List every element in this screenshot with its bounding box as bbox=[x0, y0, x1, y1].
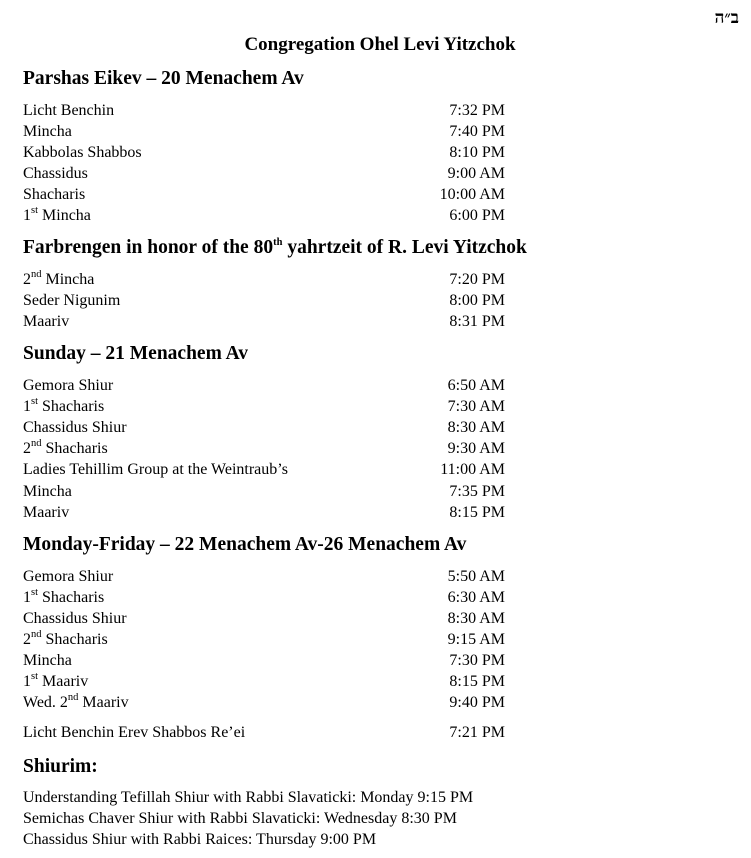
schedule-row bbox=[23, 502, 505, 523]
ordinal-num: 1 bbox=[23, 207, 31, 224]
schedule-row bbox=[23, 587, 505, 608]
row-label: Mincha bbox=[23, 652, 72, 669]
ordinal-suffix: nd bbox=[67, 691, 79, 703]
row-label: Chassidus Shiur bbox=[23, 610, 127, 627]
schedule-row bbox=[23, 566, 505, 587]
row-time: 7:20 PM bbox=[449, 271, 505, 288]
schedule-row bbox=[23, 438, 505, 459]
row-label: Chassidus Shiur bbox=[23, 419, 127, 436]
row-time: 8:00 PM bbox=[449, 292, 505, 309]
row-time: 6:00 PM bbox=[449, 207, 505, 224]
row-time: 7:30 PM bbox=[449, 652, 505, 669]
bh-header: ב״ה bbox=[714, 8, 739, 27]
row-label-text: Shacharis bbox=[38, 589, 105, 606]
row-time: 7:21 PM bbox=[449, 724, 505, 741]
row-label: Mincha bbox=[23, 123, 72, 140]
schedule-row bbox=[23, 692, 505, 713]
schedule-row bbox=[23, 269, 505, 290]
ordinal-suffix: st bbox=[31, 395, 39, 407]
row-time: 11:00 AM bbox=[440, 461, 505, 478]
row-label bbox=[23, 269, 94, 290]
row-time: 8:31 PM bbox=[449, 313, 505, 330]
row-time: 8:30 AM bbox=[447, 610, 505, 627]
ordinal-suffix: nd bbox=[31, 628, 42, 640]
shiur-line: Chassidus Shiur with Rabbi Raices: Thursday 9:00 PM bbox=[23, 831, 377, 848]
row-label: Gemora Shiur bbox=[23, 377, 114, 394]
row-label bbox=[23, 692, 129, 713]
row-label bbox=[23, 438, 108, 459]
row-label-text: Mincha bbox=[41, 271, 95, 288]
ordinal-suffix: th bbox=[273, 236, 283, 248]
row-time: 8:15 PM bbox=[449, 673, 505, 690]
schedule-row bbox=[23, 121, 505, 142]
row-time: 10:00 AM bbox=[439, 186, 505, 203]
section-heading-weekday: Monday-Friday – 22 Menachem Av-26 Menachem Av bbox=[23, 534, 467, 555]
row-label: Licht Benchin bbox=[23, 102, 115, 119]
row-label bbox=[23, 587, 104, 608]
row-time: 7:32 PM bbox=[449, 102, 505, 119]
row-label: Shacharis bbox=[23, 186, 86, 203]
schedule-row bbox=[23, 608, 505, 629]
shiur-line: Understanding Tefillah Shiur with Rabbi Slavaticki: Monday 9:15 PM bbox=[23, 789, 474, 806]
schedule-row bbox=[23, 417, 505, 438]
row-time: 8:30 AM bbox=[447, 419, 505, 436]
shiur-line: Semichas Chaver Shiur with Rabbi Slavaticki: Wednesday 8:30 PM bbox=[23, 810, 457, 827]
row-label: Licht Benchin Erev Shabbos Re’ei bbox=[23, 724, 246, 741]
ordinal-suffix: st bbox=[31, 204, 39, 216]
row-time: 5:50 AM bbox=[447, 568, 505, 585]
row-time: 6:50 AM bbox=[447, 377, 505, 394]
row-label-text: Shacharis bbox=[41, 631, 108, 648]
ordinal-suffix: st bbox=[31, 586, 39, 598]
schedule-row-licht-benchin bbox=[23, 722, 505, 743]
ordinal-num: Wed. 2 bbox=[23, 694, 68, 711]
schedule-row bbox=[23, 205, 505, 226]
congregation-title: Congregation Ohel Levi Yitzchok bbox=[244, 34, 516, 55]
schedule-row bbox=[23, 142, 505, 163]
row-time: 9:40 PM bbox=[449, 694, 505, 711]
heading-pre: Farbrengen in honor of the 80 bbox=[23, 237, 274, 258]
schedule-row bbox=[23, 629, 505, 650]
row-label-text: Maariv bbox=[78, 694, 129, 711]
schedule-row bbox=[23, 459, 505, 480]
row-label-text: Shacharis bbox=[38, 398, 105, 415]
row-label bbox=[23, 205, 91, 226]
schedule-row bbox=[23, 100, 505, 121]
row-label bbox=[23, 671, 88, 692]
row-time: 8:10 PM bbox=[449, 144, 505, 161]
schedule-row bbox=[23, 290, 505, 311]
schedule-row bbox=[23, 671, 505, 692]
row-label-text: Shacharis bbox=[41, 440, 108, 457]
ordinal-num: 1 bbox=[23, 673, 31, 690]
schedule-row bbox=[23, 650, 505, 671]
ordinal-suffix: nd bbox=[31, 437, 42, 449]
row-label-text: Maariv bbox=[38, 673, 89, 690]
schedule-row bbox=[23, 396, 505, 417]
schedule-row bbox=[23, 481, 505, 502]
row-label: Kabbolas Shabbos bbox=[23, 144, 142, 161]
ordinal-num: 1 bbox=[23, 589, 31, 606]
ordinal-suffix: st bbox=[31, 670, 39, 682]
row-label: Mincha bbox=[23, 483, 72, 500]
row-time: 6:30 AM bbox=[447, 589, 505, 606]
row-time: 7:40 PM bbox=[449, 123, 505, 140]
section-heading-sunday: Sunday – 21 Menachem Av bbox=[23, 343, 248, 364]
row-label: Maariv bbox=[23, 313, 70, 330]
schedule-row bbox=[23, 184, 505, 205]
row-time: 8:15 PM bbox=[449, 504, 505, 521]
row-label: Gemora Shiur bbox=[23, 568, 114, 585]
ordinal-num: 2 bbox=[23, 631, 31, 648]
ordinal-num: 1 bbox=[23, 398, 31, 415]
row-time: 9:30 AM bbox=[447, 440, 505, 457]
heading-post: yahrtzeit of R. Levi Yitzchok bbox=[282, 237, 527, 258]
ordinal-num: 2 bbox=[23, 271, 31, 288]
section-heading-farbrengen bbox=[23, 237, 527, 259]
section-heading-shiurim: Shiurim: bbox=[23, 756, 98, 777]
schedule-row bbox=[23, 311, 505, 332]
schedule-row bbox=[23, 163, 505, 184]
row-label: Seder Nigunim bbox=[23, 292, 121, 309]
row-time: 7:35 PM bbox=[449, 483, 505, 500]
row-label-text: Mincha bbox=[38, 207, 91, 224]
ordinal-num: 2 bbox=[23, 440, 31, 457]
row-time: 7:30 AM bbox=[447, 398, 505, 415]
ordinal-suffix: nd bbox=[31, 268, 42, 280]
row-label bbox=[23, 629, 108, 650]
section-heading-shabbos: Parshas Eikev – 20 Menachem Av bbox=[23, 68, 304, 89]
row-time: 9:15 AM bbox=[447, 631, 505, 648]
row-label bbox=[23, 396, 104, 417]
row-label: Maariv bbox=[23, 504, 70, 521]
schedule-row bbox=[23, 375, 505, 396]
row-label: Ladies Tehillim Group at the Weintraub’s bbox=[23, 461, 288, 478]
row-label: Chassidus bbox=[23, 165, 88, 182]
row-time: 9:00 AM bbox=[447, 165, 505, 182]
